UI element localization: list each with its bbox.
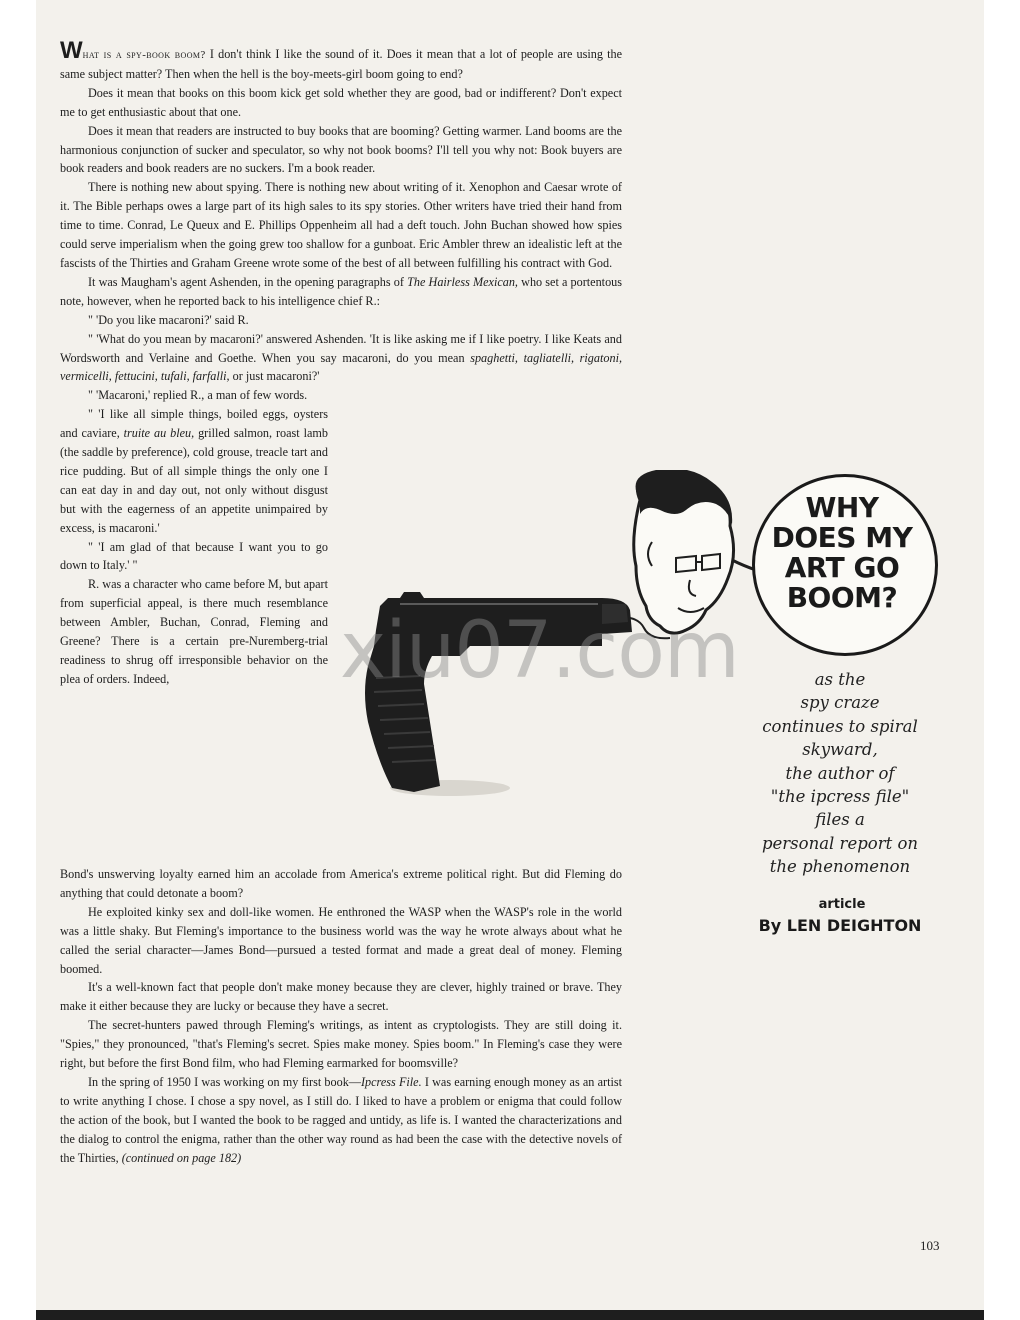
body-paragraph bbox=[60, 273, 622, 311]
headline-line: DOES MY bbox=[771, 521, 913, 554]
continued-note: (continued on page 182) bbox=[121, 1150, 242, 1165]
text-run: " 'What do you mean by macaroni?' answered Ashenden. 'It is like asking me if I like poetry. I like Keats and Wordsworth and Verlaine and Goethe. When you say macaroni, do you mean bbox=[60, 331, 622, 365]
book-title: The Hairless Mexican, bbox=[407, 274, 518, 289]
body-paragraph: He exploited kinky sex and doll-like women. He enthroned the WASP when the WASP's role in the world was a little shaky. But Fleming's importance to the business world was the way he wrote always about what he called the serial character—James Bond—pursued a tested format and made a great deal of money. Fleming boomed. bbox=[60, 904, 622, 976]
deck-line: personal report on bbox=[761, 833, 919, 853]
deck-line: the phenomenon bbox=[769, 857, 911, 877]
watermark: xiu07.com bbox=[340, 606, 739, 696]
lead-smallcaps: hat is a spy-book boom? bbox=[82, 49, 206, 61]
quote-paragraph bbox=[60, 330, 622, 387]
body-paragraph: The secret-hunters pawed through Fleming's writings, as intent as cryptologists. They are still doing it. "Spies," they pronounced, "that's Fleming's secret. Spies make money. Spies boom." In Fleming's case they were right, but before the first Bond film, who had Fleming earmarked for boomsville? bbox=[60, 1018, 622, 1071]
text-run: who set a portentous note, however, when he reported back to his intelligence chief R.: bbox=[60, 274, 622, 308]
deck-line: the author of bbox=[785, 763, 895, 783]
headline-line: ART GO bbox=[784, 551, 900, 584]
body-paragraph: There is nothing new about spying. There is nothing new about writing of it. Xenophon and Caesar wrote of it. The Bible perhaps owes a large part of its high sales to its spy stories. Other writers have tried their hand from time to time. Conrad, Le Queux and E. Phillips Oppenheim all had a deft touch. John Buchan showed how spies could serve imperialism when the going grew too shallow for a gunboat. Eric Ambler threw an idealistic left at the fascists of the Thirties and Graham Greene wrote some of the best of all between fulfilling his contract with God. bbox=[60, 180, 622, 270]
body-paragraph: Does it mean that books on this boom kick get sold whether they are good, bad or indifferent? Don't expect me to get enthusiastic about that one. bbox=[60, 85, 622, 119]
body-paragraph: Does it mean that readers are instructed to buy books that are booming? Getting warmer. Land booms are the harmonious conjunction of sucker and speculator, so why not book booms? I'll tell you why not: Book buyers are book readers and book readers are no suckers. I'm a book reader. bbox=[60, 123, 622, 176]
scan-margin bbox=[0, 0, 36, 1320]
text-run: grilled salmon, roast lamb (the saddle by preference), cold grouse, treacle tart and rice pudding. But of all simple things the only one I can eat day in and day out, not only without disgust but with the eagerness of an appetite unimpaired by excess, is macaroni.' bbox=[60, 426, 328, 535]
lead-paragraph bbox=[60, 37, 622, 84]
headline bbox=[752, 493, 932, 613]
body-paragraph: It's a well-known fact that people don't make money because they are clever, highly trained or brave. They make it either because they are lucky or because they have a secret. bbox=[60, 980, 622, 1014]
text-run: " 'I like all simple things, boiled eggs, oysters and caviare, bbox=[60, 407, 328, 441]
scan-bottom-edge bbox=[36, 1310, 984, 1320]
pasta-list: spaghetti, tagliatelli, rigatoni, vermicelli, fettucini, tufali, farfalli, bbox=[60, 350, 622, 384]
quote-paragraph: " 'I am glad of that because I want you to go down to Italy.' " bbox=[60, 539, 328, 573]
deck-line: "the ipcress file" bbox=[770, 787, 910, 807]
byline: By LEN DEIGHTON bbox=[758, 916, 922, 935]
deck-line: spy craze bbox=[800, 693, 880, 713]
headline-line: BOOM? bbox=[786, 581, 898, 614]
deck-line: continues to spiral bbox=[762, 716, 918, 736]
quote-paragraph: " 'Macaroni,' replied R., a man of few words. bbox=[88, 388, 308, 403]
lead-text: I don't think I like the sound of it. Does it mean that a lot of people are using the same subject matter? Then when the hell is the boy-meets-girl boom going to end? bbox=[60, 47, 622, 81]
deck-line: files a bbox=[815, 810, 865, 830]
drop-cap: W bbox=[60, 37, 83, 64]
deck-line: as the bbox=[814, 670, 866, 689]
text-run: In the spring of 1950 I was working on my first book— bbox=[88, 1074, 361, 1089]
narrow-column bbox=[60, 386, 328, 689]
text-run: or just macaroni?' bbox=[229, 369, 320, 384]
text-run: I was earning enough money as an artist to write anything I chose. I chose a spy novel, as I still do. I liked to have a problem or enigma that could follow the action of the book, but I wanted the book to be ragged and untidy, as life is. I wanted the characterizations and the dialog to control the enigma, rather than the other way round as had been the case with the detective novels of the Thirties, bbox=[60, 1074, 622, 1165]
body-paragraph bbox=[60, 1073, 622, 1168]
article-body-continued bbox=[60, 865, 622, 1168]
book-title: Ipcress File. bbox=[361, 1074, 422, 1089]
quote-paragraph: " 'Do you like macaroni?' said R. bbox=[88, 312, 249, 327]
quote-paragraph bbox=[60, 405, 328, 537]
dish-name: truite au bleu, bbox=[123, 426, 195, 441]
deck-line: skyward, bbox=[802, 740, 878, 760]
article-deck bbox=[740, 668, 940, 879]
article-body bbox=[60, 37, 622, 689]
page-number: 103 bbox=[920, 1238, 940, 1253]
section-kicker: article bbox=[818, 897, 866, 912]
text-run: It was Maugham's agent Ashenden, in the opening paragraphs of bbox=[88, 274, 408, 289]
body-paragraph: R. was a character who came before M, but apart from superficial appeal, is there much resemblance between Ambler, Buchan, Conrad, Fleming and Greene? There is a certain pre-Nuremberg-trial readiness to shrug off irresponsible behavior on the plea of orders. Indeed, bbox=[60, 577, 328, 686]
body-paragraph: Bond's unswerving loyalty earned him an accolade from America's extreme political right. But did Fleming do anything that could detonate a boom? bbox=[60, 867, 622, 900]
headline-line: WHY bbox=[805, 491, 879, 524]
